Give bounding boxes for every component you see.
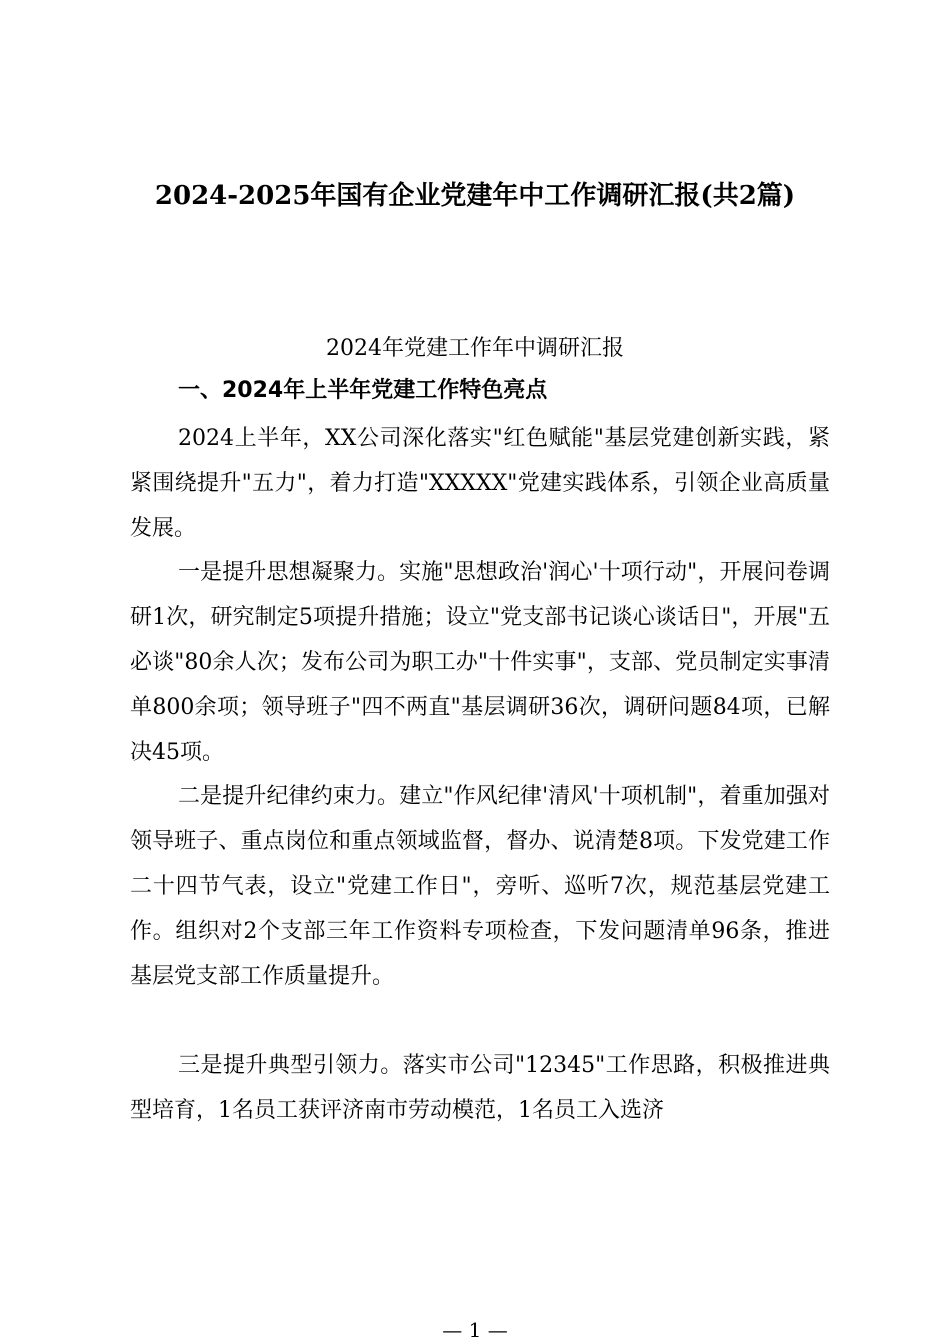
page-number: — 1 — (442, 1318, 508, 1342)
body-paragraph-thought-cohesion: 一是提升思想凝聚力。实施"思想政治'润心'十项行动"，开展问卷调研1次，研究制定5项提升措施；设立"党支部书记谈心谈话日"，开展"五必谈"80余人次；发布公司为职工办"十件实事"，支部、党员制定实事清单800余项；领导班子"四不两直"基层调研36次，调研问题84项，已解决45项。 (130, 560, 830, 765)
report-subtitle: 2024年党建工作年中调研汇报 (326, 336, 624, 361)
body-paragraph-role-models: 三是提升典型引领力。落实市公司"12345"工作思路，积极推进典型培育，1名员工获评济南市劳动模范，1名员工入选济 (130, 1053, 830, 1123)
document-title: 2024-2025年国有企业党建年中工作调研汇报(共2篇) (154, 181, 796, 211)
body-paragraph-discipline: 二是提升纪律约束力。建立"作风纪律'清风'十项机制"，着重加强对领导班子、重点岗位和重点领域监督，督办、说清楚8项。下发党建工作二十四节气表，设立"党建工作日"，旁听、巡听7次，规范基层党建工作。组织对2个支部三年工作资料专项检查，下发问题清单96条，推进基层党支部工作质量提升。 (130, 784, 830, 989)
section-heading: 一、2024年上半年党建工作特色亮点 (178, 378, 548, 403)
body-paragraph-intro: 2024上半年，XX公司深化落实"红色赋能"基层党建创新实践，紧紧围绕提升"五力"，着力打造"XXXXX"党建实践体系，引领企业高质量发展。 (130, 426, 830, 541)
